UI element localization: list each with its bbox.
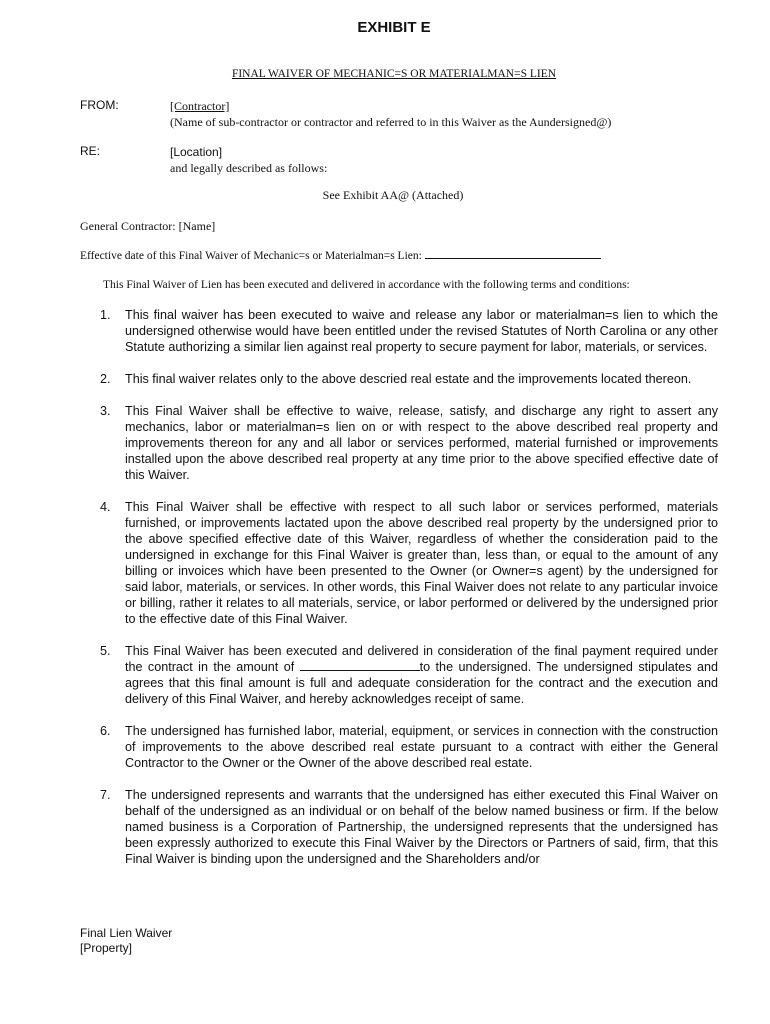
- intro-paragraph: This Final Waiver of Lien has been executed and delivered in accordance with the following terms and conditions:: [103, 279, 630, 291]
- re-value: [Location]: [170, 145, 223, 159]
- footer-line-1: Final Lien Waiver: [80, 926, 173, 940]
- item-text: This final waiver relates only to the above descried real estate and the improvements located thereon.: [125, 372, 692, 386]
- re-label: RE:: [80, 144, 101, 158]
- re-note: and legally described as follows:: [170, 161, 328, 175]
- item-text: This Final Waiver shall be effective to waive, release, satisfy, and discharge any right to assert any mechanics, labor or materialman=s lien on or with respect to the above described real property and improvements thereon for any and all labor or services performed, material furnished or improvements installed upon the above described real property at any time prior to the above specified effective date of this Waiver.: [125, 404, 718, 482]
- item-text-after: to the undersigned. The undersigned stipulates and agrees that this final amount is full and adequate consideration for the contract and the execution and delivery of this Final Waiver, and hereby acknowledges receipt of same.: [125, 660, 718, 706]
- item-number: 1.: [100, 308, 111, 322]
- item-text: This Final Waiver shall be effective with respect to all such labor or services performed, materials furnished, or improvements lactated upon the above described real property by the undersigned prior to the above specified effective date of this Waiver, regardless of whether the consideration paid to the undersigned in exchange for this Final Waiver is greater than, less than, or equal to the amount of any billing or invoices which have been presented to the Owner (or Owner=s agent) by the undersigned for said labor, materials, or services. In other words, this Final Waiver does not relate to any particular invoice or billing, rather it relates to all materials, service, or labor performed or delivered by the undersigned prior to the effective date of this Final Waiver.: [125, 500, 718, 626]
- from-field: [170, 98, 611, 130]
- footer-line-2: [Property]: [80, 941, 133, 955]
- general-contractor-line: General Contractor: [Name]: [80, 219, 216, 233]
- item-number: 7.: [100, 788, 111, 802]
- terms-list: [100, 307, 718, 883]
- effective-date-blank[interactable]: [425, 248, 601, 259]
- item-number: 6.: [100, 724, 111, 738]
- from-label: FROM:: [80, 98, 119, 112]
- item-text: The undersigned has furnished labor, material, equipment, or services in connection with the construction of improvements to the above described real estate pursuant to a contract with either the General Contractor to the Owner or the Owner of the above described real estate.: [125, 724, 718, 770]
- effective-date-line: [80, 248, 601, 262]
- list-item: [100, 307, 718, 355]
- list-item: [100, 371, 718, 387]
- exhibit-heading: EXHIBIT E: [357, 19, 431, 36]
- see-exhibit-line: See Exhibit AA@ (Attached): [322, 188, 464, 202]
- document-title: FINAL WAIVER OF MECHANIC=S OR MATERIALMAN=S LIEN: [231, 68, 557, 80]
- list-item: [100, 787, 718, 867]
- item-number: 3.: [100, 404, 111, 418]
- item-number: 4.: [100, 500, 111, 514]
- page-footer: [80, 926, 172, 956]
- list-item: [100, 723, 718, 771]
- list-item: [100, 643, 718, 707]
- list-item: [100, 499, 718, 627]
- from-note: (Name of sub-contractor or contractor and referred to in this Waiver as the Aundersigned@): [170, 115, 612, 129]
- item-number: 2.: [100, 372, 111, 386]
- effective-date-label: Effective date of this Final Waiver of Mechanic=s or Materialman=s Lien:: [80, 250, 422, 262]
- from-value: [Contractor]: [170, 99, 230, 113]
- item-text-before: This Final Waiver has been executed and delivered in consideration of the final payment required under the contract in the amount of: [125, 644, 718, 674]
- item-text: The undersigned represents and warrants that the undersigned has either executed this Final Waiver on behalf of the undersigned as an individual or on behalf of the below named business or firm. If the below named business is a Corporation of Partnership, the undersigned represents that the undersigned has been expressly authorized to execute this Final Waiver by the Directors or Partners of said, firm, that this Final Waiver is binding upon the undersigned and the Shareholders and/or: [125, 788, 718, 866]
- item-text: This final waiver has been executed to waive and release any labor or materialman=s lien to which the undersigned otherwise would have been entitled under the revised Statutes of North Carolina or any other Statute authorizing a similar lien against real property to secure payment for labor, materials, or services.: [125, 308, 718, 354]
- list-item: [100, 403, 718, 483]
- payment-amount-blank[interactable]: [300, 659, 420, 671]
- re-field: [170, 144, 327, 176]
- item-number: 5.: [100, 644, 111, 658]
